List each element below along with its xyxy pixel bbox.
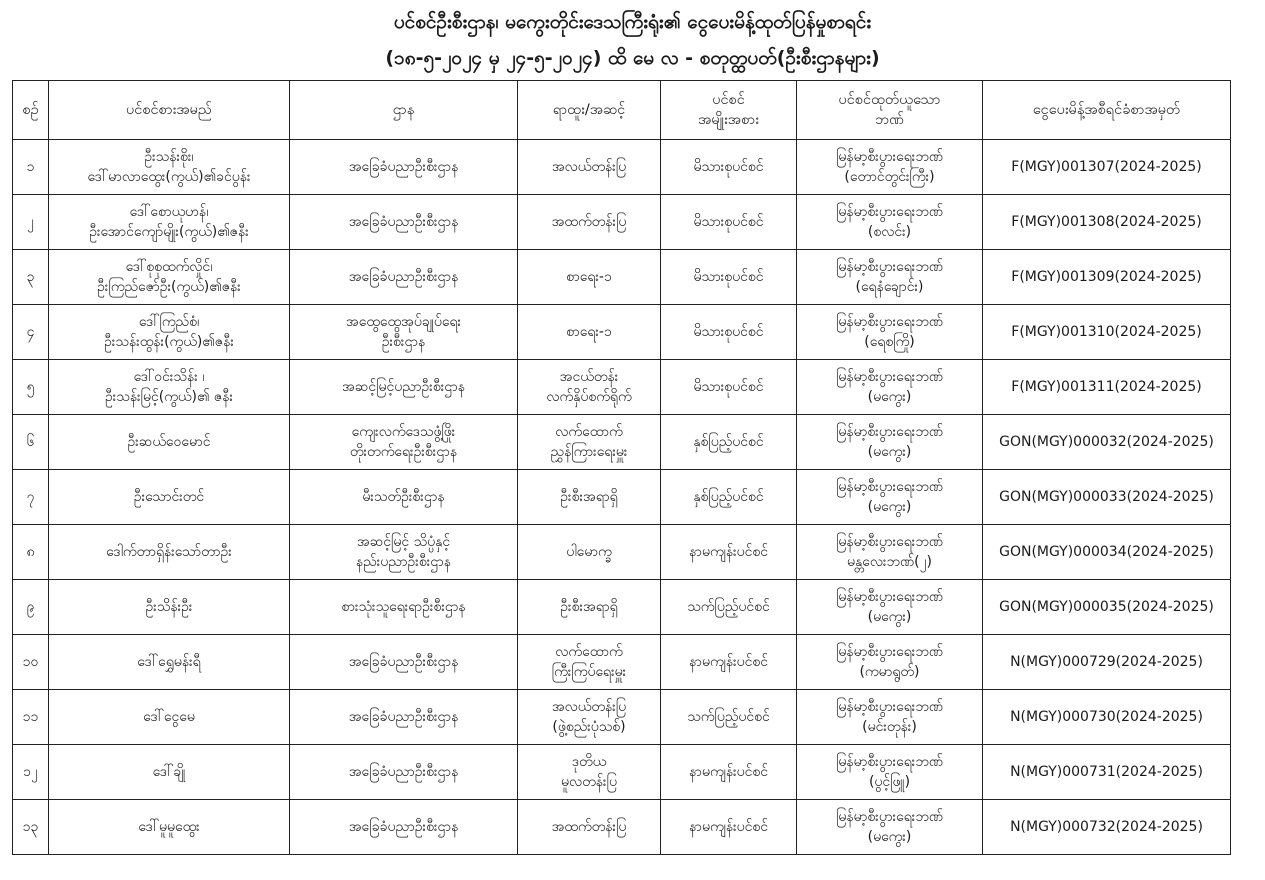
row-report-code-line1: GON(MGY)000034(2024-2025) (999, 544, 1214, 560)
row-no-line1: ၆ (26, 434, 35, 450)
row-rank-line1: ဒုတိယ (571, 754, 607, 770)
row-rank-line1: ပါမောက္ခ (566, 544, 612, 560)
row-bank-line1: မြန်မာ့စီးပွားရေးဘဏ် (836, 644, 943, 660)
row-department (290, 305, 518, 360)
row-department-line1: အခြေခံပညာဦးစီးဌာန (348, 819, 459, 835)
row-bank-line1: မြန်မာ့စီးပွားရေးဘဏ် (836, 809, 943, 825)
row-department (290, 580, 518, 635)
row-report-code-line1: N(MGY)000731(2024-2025) (1010, 764, 1203, 780)
row-rank (518, 690, 661, 745)
row-report-code (983, 360, 1231, 415)
row-bank (797, 745, 983, 800)
row-bank (797, 470, 983, 525)
row-name-line1: ဒေါက်တာရှိန်းသော်တာဦး (106, 544, 232, 560)
row-name (49, 140, 290, 195)
row-department (290, 635, 518, 690)
row-bank (797, 140, 983, 195)
row-department (290, 360, 518, 415)
row-pension-type (661, 470, 797, 525)
row-rank-line1: လက်ထောက် (555, 644, 623, 660)
row-name-line1: ဒေါ်ကြည်စံ၊ (138, 314, 200, 330)
row-rank-line1: အလယ်တန်းပြ (551, 699, 627, 715)
row-bank-line1: မြန်မာ့စီးပွားရေးဘဏ် (836, 204, 943, 220)
row-name (49, 415, 290, 470)
row-rank-line1: အထက်တန်းပြ (551, 819, 627, 835)
row-rank-line1: အငယ်တန်း (559, 369, 619, 385)
row-rank (518, 140, 661, 195)
row-rank-line2: လက်နှိပ်စက်ရိုက် (546, 389, 632, 405)
row-no (13, 745, 49, 800)
row-no (13, 360, 49, 415)
row-pension-type (661, 745, 797, 800)
row-pension-type-line1: နာမကျန်းပင်စင် (688, 819, 769, 835)
row-name-line2: ဦးအောင်ကျော်မျိုး(ကွယ်)၏ဇနီး (89, 224, 249, 240)
row-department-line1: ကျေးလက်ဒေသဖွံ့ဖြိုး (351, 424, 456, 440)
row-report-code (983, 635, 1231, 690)
header-report-code: ငွေပေးမိန့်အစီရင်ခံစာအမှတ် (983, 81, 1231, 140)
row-rank (518, 415, 661, 470)
row-rank (518, 305, 661, 360)
row-department (290, 250, 518, 305)
row-rank-line2: (ဖွဲ့စည်းပုံသစ်) (552, 719, 626, 735)
row-bank (797, 415, 983, 470)
row-department (290, 195, 518, 250)
row-rank-line2: မူလတန်းပြ (561, 774, 617, 790)
row-bank-line1: မြန်မာ့စီးပွားရေးဘဏ် (836, 534, 943, 550)
row-no (13, 635, 49, 690)
row-name-line1: ဦးဆယ်ဝေမောင် (127, 434, 211, 450)
row-rank (518, 635, 661, 690)
row-no (13, 800, 49, 855)
row-pension-type-line1: သက်ပြည့်ပင်စင် (687, 599, 770, 615)
row-bank-line2: (စလင်း) (867, 224, 912, 240)
row-report-code-line1: F(MGY)001308(2024-2025) (1011, 214, 1202, 230)
row-bank (797, 635, 983, 690)
row-report-code-line1: N(MGY)000729(2024-2025) (1010, 654, 1203, 670)
row-bank (797, 250, 983, 305)
row-bank-line2: (တောင်တွင်းကြီး) (844, 169, 935, 185)
row-pension-type (661, 635, 797, 690)
row-bank-line2: (ကမာရွတ်) (859, 664, 920, 680)
row-name-line1: ဦးသိန်းဦး (145, 599, 193, 615)
row-name (49, 470, 290, 525)
row-name-line1: ဒေါ်မူမူထွေး (138, 819, 200, 835)
row-name (49, 800, 290, 855)
row-department-line2: နည်းပညာဦးစီးဌာန (355, 554, 452, 570)
row-no-line1: ၁၁ (22, 709, 39, 725)
row-bank-line1: မြန်မာ့စီးပွားရေးဘဏ် (836, 369, 943, 385)
row-pension-type (661, 360, 797, 415)
row-name (49, 305, 290, 360)
table-row (13, 305, 1231, 360)
row-report-code (983, 800, 1231, 855)
row-department-line2: ဦးစီးဌာန (381, 334, 426, 350)
row-report-code (983, 580, 1231, 635)
row-no-line1: ၈ (26, 544, 35, 560)
table-row (13, 800, 1231, 855)
row-pension-type-line1: နှစ်ပြည့်ပင်စင် (693, 489, 764, 505)
row-pension-type-line1: နှစ်ပြည့်ပင်စင် (693, 434, 764, 450)
row-department (290, 415, 518, 470)
row-department-line1: မီးသတ်ဦးစီးဌာန (362, 489, 445, 505)
table-row (13, 415, 1231, 470)
row-name (49, 195, 290, 250)
row-no (13, 690, 49, 745)
row-department-line1: အဆင့်မြင့် သိပ္ပံနှင့် (356, 534, 451, 550)
table-row (13, 635, 1231, 690)
row-bank-line1: မြန်မာ့စီးပွားရေးဘဏ် (836, 149, 943, 165)
row-bank (797, 580, 983, 635)
row-pension-type-line1: မိသားစုပင်စင် (693, 269, 764, 285)
row-rank-line2: ကြီးကြပ်ရေးမှူး (551, 664, 627, 680)
row-name-line1: ဦးသန်းစိုး၊ (144, 149, 194, 165)
table-row (13, 470, 1231, 525)
row-department (290, 470, 518, 525)
row-bank-line2: (မကွေး) (867, 829, 912, 845)
row-bank-line1: မြန်မာ့စီးပွားရေးဘဏ် (836, 699, 943, 715)
row-department-line1: အခြေခံပညာဦးစီးဌာန (348, 269, 459, 285)
row-name (49, 745, 290, 800)
header-department: ဌာန (290, 81, 518, 140)
row-bank-line1: မြန်မာ့စီးပွားရေးဘဏ် (836, 259, 943, 275)
row-bank-line2: (မကွေး) (867, 609, 912, 625)
row-department-line1: အခြေခံပညာဦးစီးဌာန (348, 214, 459, 230)
table-row (13, 250, 1231, 305)
row-rank-line1: အလယ်တန်းပြ (551, 159, 627, 175)
row-pension-type (661, 250, 797, 305)
row-no (13, 250, 49, 305)
row-department-line1: အထွေထွေအုပ်ချုပ်ရေး (345, 314, 462, 330)
row-report-code-line1: F(MGY)001307(2024-2025) (1011, 159, 1202, 175)
row-pension-type (661, 690, 797, 745)
row-no-line1: ၉ (26, 599, 35, 615)
row-pension-type-line1: မိသားစုပင်စင် (693, 159, 764, 175)
row-name-line1: ဒေါ်စောယုဟန်၊ (129, 204, 209, 220)
row-no (13, 525, 49, 580)
header-pension-type-line2: အမျိုးအစား (698, 112, 759, 128)
row-rank (518, 800, 661, 855)
table-row (13, 525, 1231, 580)
row-report-code (983, 250, 1231, 305)
row-report-code-line1: GON(MGY)000033(2024-2025) (999, 489, 1214, 505)
row-department-line1: အခြေခံပညာဦးစီးဌာန (348, 654, 459, 670)
pension-table (12, 80, 1231, 855)
document-subtitle: (၁၈-၅-၂၀၂၄ မှ ၂၄-၅-၂၀၂၄) ထိ မေ လ - စတုတ္ထပတ်(ဦးစီးဌာနများ) (385, 47, 880, 69)
row-pension-type (661, 580, 797, 635)
row-pension-type-line1: မိသားစုပင်စင် (693, 379, 764, 395)
row-pension-type (661, 415, 797, 470)
row-rank-line1: စာရေး-၁ (566, 324, 612, 340)
row-rank (518, 525, 661, 580)
row-bank-line1: မြန်မာ့စီးပွားရေးဘဏ် (836, 479, 943, 495)
header-bank-line2: ဘဏ် (875, 112, 904, 128)
row-no-line1: ၅ (26, 379, 35, 395)
row-department (290, 690, 518, 745)
row-department-line1: အဆင့်မြင့်ပညာဦးစီးဌာန (341, 379, 466, 395)
header-pension-type-line1: ပင်စင် (712, 92, 745, 108)
row-report-code-line1: F(MGY)001310(2024-2025) (1011, 324, 1202, 340)
table-header-row (13, 81, 1231, 140)
table-row (13, 745, 1231, 800)
row-bank-line2: မန္တလေးဘဏ်(၂) (847, 554, 932, 570)
row-bank-line2: (မကွေး) (867, 389, 912, 405)
header-bank-line1: ပင်စင်ထုတ်ယူသော (838, 92, 941, 108)
table-row (13, 140, 1231, 195)
row-rank-line1: ဦးစီးအရာရှိ (560, 489, 618, 505)
row-report-code (983, 690, 1231, 745)
table-body (13, 140, 1231, 855)
row-bank (797, 525, 983, 580)
row-pension-type (661, 140, 797, 195)
row-name-line1: ဒေါ်ချို (152, 764, 186, 780)
table-row (13, 195, 1231, 250)
row-report-code (983, 470, 1231, 525)
row-rank (518, 745, 661, 800)
row-no (13, 470, 49, 525)
row-no-line1: ၄ (26, 324, 35, 340)
row-name-line1: ဒေါ်ဝင်းသိန်း ၊ (133, 369, 205, 385)
header-pension-type (661, 81, 797, 140)
header-no: စဉ် (13, 81, 49, 140)
row-report-code (983, 415, 1231, 470)
row-report-code (983, 525, 1231, 580)
row-name (49, 690, 290, 745)
row-department-line1: စားသုံးသူရေးရာဦးစီးဌာန (341, 599, 466, 615)
row-pension-type (661, 525, 797, 580)
row-rank-line2: ညွှန်ကြားရေးမှူး (550, 444, 628, 460)
row-report-code-line1: N(MGY)000732(2024-2025) (1010, 819, 1203, 835)
row-report-code-line1: GON(MGY)000035(2024-2025) (999, 599, 1214, 615)
row-pension-type (661, 305, 797, 360)
row-rank (518, 250, 661, 305)
row-rank (518, 470, 661, 525)
row-department-line1: အခြေခံပညာဦးစီးဌာန (348, 764, 459, 780)
row-department-line1: အခြေခံပညာဦးစီးဌာန (348, 159, 459, 175)
row-name-line1: ဒေါ်စုစုထက်လှိုင်၊ (125, 259, 213, 275)
row-pension-type-line1: နာမကျန်းပင်စင် (688, 544, 769, 560)
row-name-line2: ဦးသန်းမြင့်(ကွယ်)၏ ဇနီး (104, 389, 234, 405)
row-rank-line1: စာရေး-၁ (566, 269, 612, 285)
row-name-line1: ဒေါ်ငွေမေ (143, 709, 195, 725)
row-department (290, 800, 518, 855)
header-name: ပင်စင်စားအမည် (49, 81, 290, 140)
row-bank-line2: (ပွင့်ဖြူ) (868, 774, 911, 790)
row-name (49, 250, 290, 305)
table-row (13, 580, 1231, 635)
table-row (13, 690, 1231, 745)
row-pension-type (661, 800, 797, 855)
row-rank (518, 195, 661, 250)
row-rank (518, 360, 661, 415)
row-bank (797, 800, 983, 855)
row-name (49, 360, 290, 415)
row-pension-type (661, 195, 797, 250)
row-bank-line1: မြန်မာ့စီးပွားရေးဘဏ် (836, 589, 943, 605)
row-no-line1: ၃ (26, 269, 35, 285)
row-no (13, 305, 49, 360)
row-department-line2: တိုးတက်ရေးဦးစီးဌာန (349, 444, 458, 460)
row-name-line1: ဒေါ်ရွှေမန်းရီ (137, 654, 201, 670)
row-bank-line2: (ရေနံချောင်း) (855, 279, 924, 295)
row-rank-line1: လက်ထောက် (555, 424, 623, 440)
row-report-code-line1: GON(MGY)000032(2024-2025) (999, 434, 1214, 450)
row-report-code (983, 305, 1231, 360)
row-name-line2: ဦးသန်းထွန်း(ကွယ်)၏ဇနီး (104, 334, 234, 350)
row-name (49, 580, 290, 635)
row-no-line1: ၇ (26, 489, 35, 505)
row-no (13, 580, 49, 635)
row-no-line1: ၁၃ (22, 819, 39, 835)
row-report-code (983, 140, 1231, 195)
row-bank-line1: မြန်မာ့စီးပွားရေးဘဏ် (836, 424, 943, 440)
header-rank: ရာထူး/အဆင့် (518, 81, 661, 140)
row-no-line1: ၁၂ (23, 764, 38, 780)
row-report-code-line1: F(MGY)001311(2024-2025) (1011, 379, 1202, 395)
row-name-line2: ဒေါ်မာလာထွေး(ကွယ်)၏ခင်ပွန်း (87, 169, 251, 185)
row-rank (518, 580, 661, 635)
table-row (13, 360, 1231, 415)
document-title: ပင်စင်ဦးစီးဌာန၊ မကွေးတိုင်းဒေသကြီးရုံး၏ ငွေပေးမိန့်ထုတ်ပြန်မှုစာရင်း (393, 11, 872, 33)
row-pension-type-line1: မိသားစုပင်စင် (693, 324, 764, 340)
row-no (13, 195, 49, 250)
row-department (290, 140, 518, 195)
row-bank (797, 305, 983, 360)
row-name (49, 635, 290, 690)
row-report-code (983, 195, 1231, 250)
row-pension-type-line1: နာမကျန်းပင်စင် (688, 764, 769, 780)
row-bank-line2: (မကွေး) (867, 444, 912, 460)
row-department (290, 525, 518, 580)
row-bank-line1: မြန်မာ့စီးပွားရေးဘဏ် (836, 314, 943, 330)
header-bank (797, 81, 983, 140)
row-bank (797, 195, 983, 250)
row-bank (797, 690, 983, 745)
row-pension-type-line1: နာမကျန်းပင်စင် (688, 654, 769, 670)
row-bank-line1: မြန်မာ့စီးပွားရေးဘဏ် (836, 754, 943, 770)
row-report-code-line1: N(MGY)000730(2024-2025) (1010, 709, 1203, 725)
row-bank-line2: (ရေစကြို) (864, 334, 915, 350)
row-name-line1: ဦးသောင်းတင် (133, 489, 205, 505)
row-bank-line2: (မင်းတုန်း) (862, 719, 917, 735)
row-rank-line1: အထက်တန်းပြ (551, 214, 627, 230)
row-no-line1: ၁ (26, 159, 35, 175)
row-name (49, 525, 290, 580)
row-no (13, 140, 49, 195)
row-department-line1: အခြေခံပညာဦးစီးဌာန (348, 709, 459, 725)
row-department (290, 745, 518, 800)
row-pension-type-line1: သက်ပြည့်ပင်စင် (687, 709, 770, 725)
row-bank (797, 360, 983, 415)
row-bank-line2: (မကွေး) (867, 499, 912, 515)
row-rank-line1: ဦးစီးအရာရှိ (560, 599, 618, 615)
row-name-line2: ဦးကြည်ဇော်ဦး(ကွယ်)၏ဇနီး (97, 279, 241, 295)
row-no-line1: ၂ (27, 214, 34, 230)
row-no-line1: ၁၀ (22, 654, 39, 670)
row-report-code-line1: F(MGY)001309(2024-2025) (1011, 269, 1202, 285)
row-no (13, 415, 49, 470)
row-pension-type-line1: မိသားစုပင်စင် (693, 214, 764, 230)
row-report-code (983, 745, 1231, 800)
